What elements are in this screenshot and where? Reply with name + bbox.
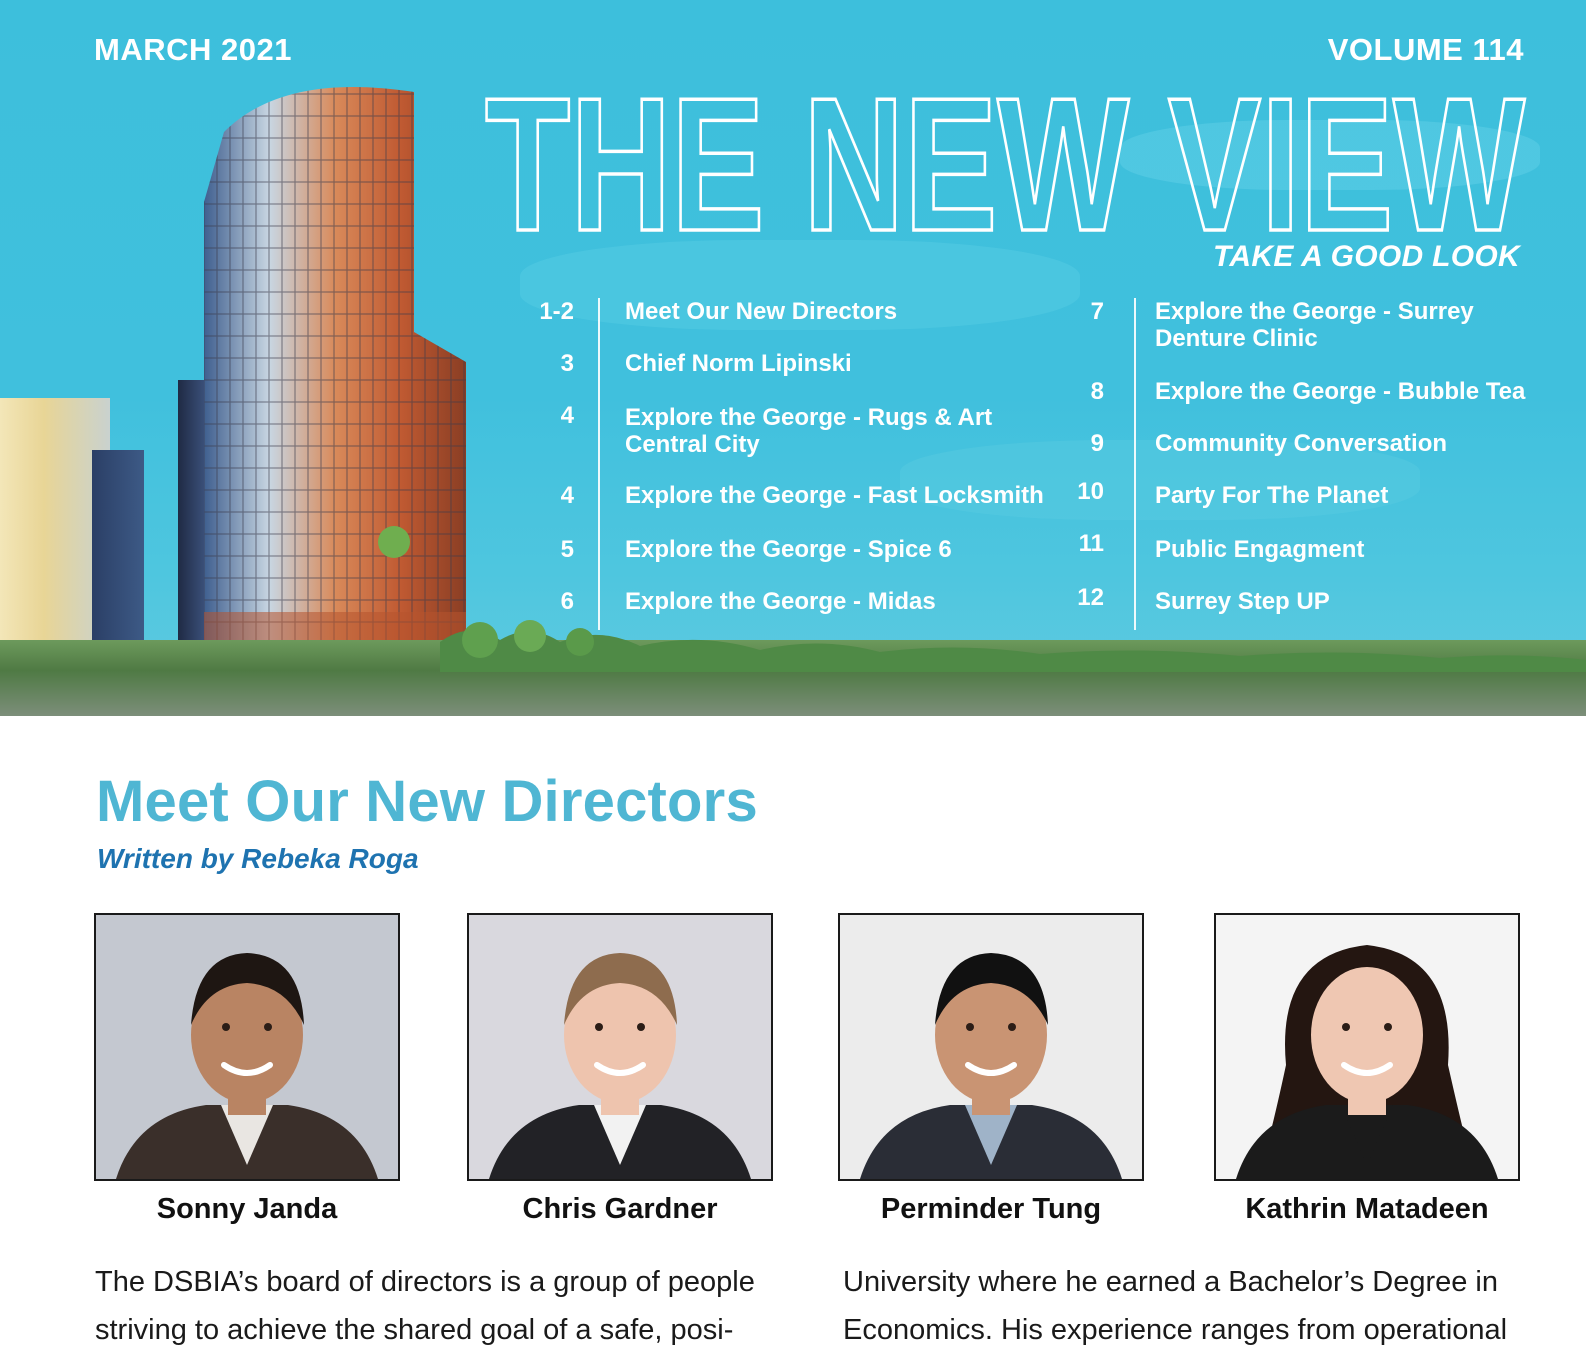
toc-page-number: 4 <box>560 402 574 429</box>
toc-title <box>625 404 992 458</box>
body-line: striving to achieve the shared goal of a safe, posi- <box>95 1314 734 1346</box>
toc-title <box>1155 482 1388 509</box>
tagline: TAKE A GOOD LOOK <box>1212 240 1520 273</box>
body-line: Economics. His experience ranges from operational <box>843 1314 1508 1346</box>
toc-left-column <box>530 298 1070 630</box>
toc-title <box>1155 378 1525 405</box>
toc-title <box>625 298 897 325</box>
toc-title-line: Explore the George - Fast Locksmith <box>625 482 1044 509</box>
toc-title-line: Meet Our New Directors <box>625 298 898 325</box>
toc-title-line: Public Engagment <box>1155 536 1365 563</box>
toc-page-number: 10 <box>1077 478 1104 505</box>
toc-title-line: Denture Clinic <box>1155 325 1318 352</box>
toc-page-number: 8 <box>1090 378 1104 405</box>
toc-page-number: 7 <box>1090 298 1104 325</box>
issue-date: MARCH 2021 <box>94 32 292 67</box>
director-name: Perminder Tung <box>880 1193 1102 1225</box>
director-card <box>1214 913 1520 1225</box>
toc-title-line: Community Conversation <box>1155 430 1448 457</box>
article-byline: Written by Rebeka Roga <box>97 843 419 874</box>
toc-page-number: 12 <box>1077 584 1104 611</box>
toc-title <box>625 588 936 615</box>
body-column-right <box>843 1258 1533 1354</box>
body-line: The DSBIA’s board of directors is a group of people <box>95 1266 755 1298</box>
toc-divider <box>1134 298 1136 630</box>
toc-page-number: 3 <box>560 350 574 377</box>
toc-title <box>625 350 852 377</box>
director-card <box>94 913 400 1225</box>
toc-title <box>1155 588 1330 615</box>
tower-illustration <box>204 72 466 716</box>
director-photo <box>467 913 773 1181</box>
masthead <box>480 78 1530 238</box>
director-photo <box>838 913 1144 1181</box>
toc-title-line: Central City <box>625 431 760 458</box>
director-name: Sonny Janda <box>156 1193 338 1225</box>
masthead-title: THE NEW VIEW <box>485 78 1526 238</box>
director-photo <box>94 913 400 1181</box>
toc-title-line: Explore the George - Rugs & Art <box>625 404 993 431</box>
toc-title <box>625 536 952 563</box>
toc-title <box>1155 430 1447 457</box>
toc-title <box>1155 298 1474 352</box>
toc-page-number: 4 <box>560 482 574 509</box>
director-card <box>467 913 773 1225</box>
toc-title-line: Explore the George - Midas <box>625 588 936 615</box>
toc-page-number: 5 <box>560 536 574 563</box>
body-line: University where he earned a Bachelor’s Degree in <box>843 1266 1499 1298</box>
director-photo <box>1214 913 1520 1181</box>
article-title: Meet Our New Directors <box>96 769 758 834</box>
toc-page-number: 9 <box>1090 430 1104 457</box>
toc-title <box>625 482 1044 509</box>
body-column-left <box>95 1258 785 1354</box>
toc-right-column <box>1060 298 1560 630</box>
toc-title-line: Explore the George - Spice 6 <box>625 536 952 563</box>
issue-volume: VOLUME 114 <box>1327 32 1524 67</box>
director-name: Kathrin Matadeen <box>1245 1193 1489 1225</box>
toc-title <box>1155 536 1364 563</box>
toc-page-number: 6 <box>560 588 574 615</box>
toc-page-number: 1-2 <box>539 298 574 325</box>
director-card <box>838 913 1144 1225</box>
toc-title-line: Surrey Step UP <box>1155 588 1330 615</box>
toc-title-line: Explore the George - Bubble Tea <box>1155 378 1526 405</box>
toc-divider <box>598 298 600 630</box>
toc-page-number: 11 <box>1078 530 1104 557</box>
toc-title-line: Explore the George - Surrey <box>1155 298 1474 325</box>
toc-title-line: Party For The Planet <box>1155 482 1389 509</box>
director-name: Chris Gardner <box>522 1193 718 1225</box>
toc-title-line: Chief Norm Lipinski <box>625 350 852 377</box>
